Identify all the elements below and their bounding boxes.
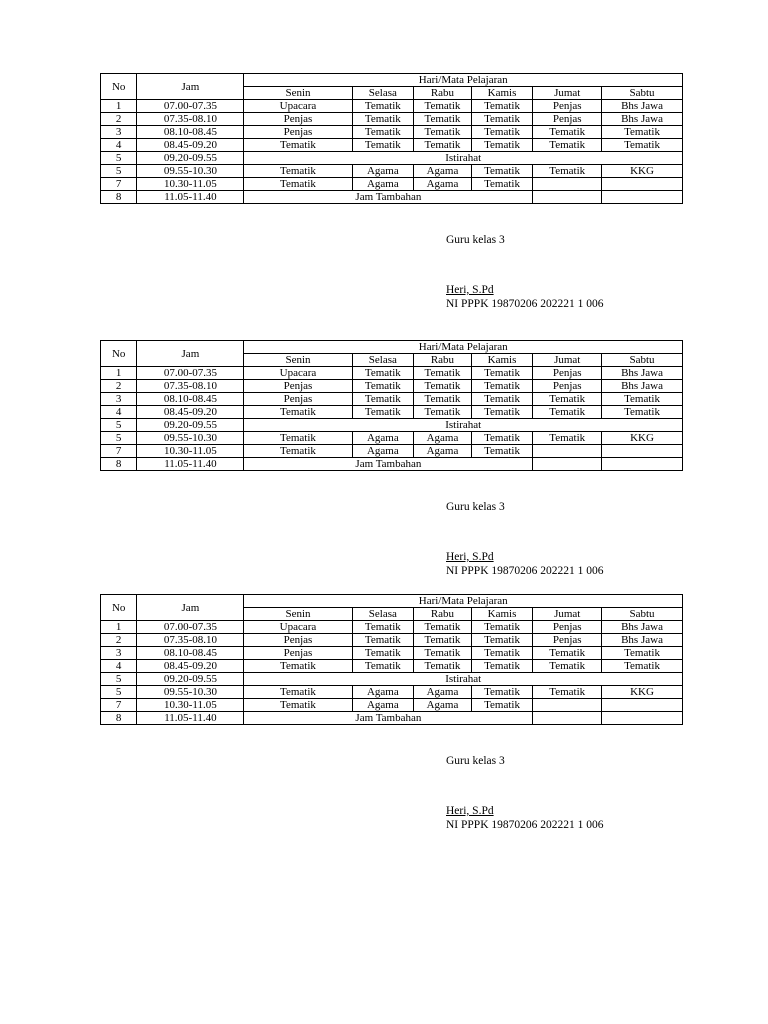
subject-cell: Tematik: [244, 139, 352, 152]
row-number: 7: [101, 445, 137, 458]
time-slot: 08.45-09.20: [137, 406, 244, 419]
subject-cell: Tematik: [471, 432, 533, 445]
col-jam-header: Jam: [137, 341, 244, 367]
time-slot: 09.55-10.30: [137, 165, 244, 178]
subject-cell: Tematik: [471, 393, 533, 406]
teacher-name: Heri, S.Pd: [446, 805, 494, 817]
subject-cell: Agama: [414, 178, 472, 191]
time-slot: 07.35-08.10: [137, 113, 244, 126]
row-number: 8: [101, 712, 137, 725]
extra-hour-cell: Jam Tambahan: [244, 191, 533, 204]
day-header: Rabu: [414, 354, 472, 367]
extra-hour-cell: Jam Tambahan: [244, 712, 533, 725]
subject-cell: Tematik: [471, 139, 533, 152]
subject-cell: Upacara: [244, 100, 352, 113]
row-number: 3: [101, 126, 137, 139]
time-slot: 10.30-11.05: [137, 699, 244, 712]
subject-cell: Penjas: [244, 380, 352, 393]
table-row: [101, 139, 683, 152]
subject-cell: Tematik: [352, 406, 414, 419]
time-slot: 07.00-07.35: [137, 100, 244, 113]
subject-cell: Penjas: [533, 621, 602, 634]
col-no-header: No: [101, 595, 137, 621]
subject-cell: Tematik: [244, 165, 352, 178]
subject-cell: Tematik: [471, 634, 533, 647]
subject-cell: Tematik: [414, 647, 472, 660]
subject-cell: Tematik: [244, 699, 352, 712]
subject-cell: Penjas: [244, 126, 352, 139]
extra-hour-cell: Jam Tambahan: [244, 458, 533, 471]
subject-cell: Agama: [414, 686, 472, 699]
day-header: Kamis: [471, 87, 533, 100]
time-slot: 08.10-08.45: [137, 126, 244, 139]
subject-cell: Tematik: [244, 445, 352, 458]
subject-cell: Agama: [414, 165, 472, 178]
subject-cell: Penjas: [533, 367, 602, 380]
row-number: 3: [101, 393, 137, 406]
subject-cell: Tematik: [602, 647, 683, 660]
time-slot: 11.05-11.40: [137, 458, 244, 471]
subject-cell: Tematik: [352, 393, 414, 406]
day-header: Sabtu: [602, 87, 683, 100]
subject-cell: [602, 699, 683, 712]
time-slot: 09.20-09.55: [137, 419, 244, 432]
teacher-nip: NI PPPK 19870206 202221 1 006: [446, 298, 604, 310]
subject-cell: Tematik: [471, 621, 533, 634]
teacher-nip: NI PPPK 19870206 202221 1 006: [446, 565, 604, 577]
subject-cell: Tematik: [414, 367, 472, 380]
subject-cell: Tematik: [471, 380, 533, 393]
subject-cell: Tematik: [471, 660, 533, 673]
subject-cell: Tematik: [471, 100, 533, 113]
table-row: [101, 178, 683, 191]
subject-cell: Penjas: [533, 634, 602, 647]
row-number: 7: [101, 178, 137, 191]
subject-cell: Agama: [352, 165, 414, 178]
subject-cell: Bhs Jawa: [602, 380, 683, 393]
row-number: 2: [101, 380, 137, 393]
day-header: Senin: [244, 87, 352, 100]
time-slot: 09.55-10.30: [137, 432, 244, 445]
day-header: Rabu: [414, 87, 472, 100]
subject-cell: Tematik: [471, 647, 533, 660]
subject-cell: [602, 178, 683, 191]
subject-cell: Tematik: [471, 126, 533, 139]
subject-cell: Bhs Jawa: [602, 621, 683, 634]
subject-cell: Agama: [414, 432, 472, 445]
table-row: [101, 621, 683, 634]
table-row: [101, 100, 683, 113]
subject-cell: Tematik: [602, 660, 683, 673]
subject-cell: Tematik: [352, 380, 414, 393]
subject-cell: Bhs Jawa: [602, 634, 683, 647]
subject-cell: Bhs Jawa: [602, 113, 683, 126]
day-header: Senin: [244, 608, 352, 621]
subject-cell: Tematik: [471, 445, 533, 458]
row-number: 5: [101, 152, 137, 165]
subject-cell: Bhs Jawa: [602, 367, 683, 380]
break-cell: Istirahat: [244, 152, 683, 165]
teacher-nip: NI PPPK 19870206 202221 1 006: [446, 819, 604, 831]
table-row: [101, 712, 683, 725]
day-header: Kamis: [471, 608, 533, 621]
row-number: 1: [101, 621, 137, 634]
subject-cell: Tematik: [471, 686, 533, 699]
subject-cell: Penjas: [244, 113, 352, 126]
row-number: 5: [101, 165, 137, 178]
subject-cell: Penjas: [244, 647, 352, 660]
subject-cell: Tematik: [352, 634, 414, 647]
subject-cell: Tematik: [533, 165, 602, 178]
subject-cell: Tematik: [602, 139, 683, 152]
subject-cell: Tematik: [471, 367, 533, 380]
subject-cell: Agama: [352, 432, 414, 445]
table-row: [101, 367, 683, 380]
day-header: Selasa: [352, 608, 414, 621]
subject-cell: Tematik: [244, 660, 352, 673]
row-number: 5: [101, 686, 137, 699]
table-row: [101, 152, 683, 165]
subject-cell: Tematik: [533, 686, 602, 699]
subject-cell: Tematik: [414, 113, 472, 126]
subject-cell: [533, 712, 602, 725]
subject-cell: [533, 458, 602, 471]
days-header: Hari/Mata Pelajaran: [244, 341, 683, 354]
subject-cell: Tematik: [414, 100, 472, 113]
subject-cell: [533, 191, 602, 204]
table-row: [101, 191, 683, 204]
time-slot: 07.00-07.35: [137, 367, 244, 380]
col-no-header: No: [101, 341, 137, 367]
subject-cell: Tematik: [533, 406, 602, 419]
subject-cell: Tematik: [533, 126, 602, 139]
days-header: Hari/Mata Pelajaran: [244, 74, 683, 87]
day-header: Sabtu: [602, 354, 683, 367]
subject-cell: Tematik: [352, 647, 414, 660]
day-header: Rabu: [414, 608, 472, 621]
row-number: 2: [101, 113, 137, 126]
subject-cell: Tematik: [602, 126, 683, 139]
subject-cell: Agama: [352, 699, 414, 712]
subject-cell: Tematik: [352, 113, 414, 126]
time-slot: 11.05-11.40: [137, 191, 244, 204]
break-cell: Istirahat: [244, 419, 683, 432]
schedule-table: [100, 340, 683, 471]
time-slot: 10.30-11.05: [137, 178, 244, 191]
day-header: Selasa: [352, 354, 414, 367]
table-row: [101, 113, 683, 126]
row-number: 7: [101, 699, 137, 712]
subject-cell: Tematik: [352, 100, 414, 113]
days-header: Hari/Mata Pelajaran: [244, 595, 683, 608]
row-number: 8: [101, 191, 137, 204]
row-number: 4: [101, 406, 137, 419]
subject-cell: Upacara: [244, 621, 352, 634]
row-number: 5: [101, 432, 137, 445]
subject-cell: Tematik: [471, 406, 533, 419]
time-slot: 10.30-11.05: [137, 445, 244, 458]
time-slot: 09.20-09.55: [137, 152, 244, 165]
break-cell: Istirahat: [244, 673, 683, 686]
subject-cell: Penjas: [244, 393, 352, 406]
col-no-header: No: [101, 74, 137, 100]
subject-cell: KKG: [602, 165, 683, 178]
subject-cell: Tematik: [414, 393, 472, 406]
subject-cell: Tematik: [352, 126, 414, 139]
subject-cell: Tematik: [602, 393, 683, 406]
col-jam-header: Jam: [137, 74, 244, 100]
teacher-role: Guru kelas 3: [446, 501, 505, 513]
table-row: [101, 458, 683, 471]
time-slot: 07.35-08.10: [137, 380, 244, 393]
teacher-name: Heri, S.Pd: [446, 284, 494, 296]
time-slot: 09.55-10.30: [137, 686, 244, 699]
day-header: Sabtu: [602, 608, 683, 621]
subject-cell: Tematik: [471, 165, 533, 178]
schedule-table: [100, 73, 683, 204]
day-header: Jumat: [533, 608, 602, 621]
subject-cell: Tematik: [414, 380, 472, 393]
header-row: [101, 341, 683, 354]
subject-cell: [602, 445, 683, 458]
table-row: [101, 419, 683, 432]
subject-cell: [533, 699, 602, 712]
schedule-table: [100, 594, 683, 725]
row-number: 4: [101, 139, 137, 152]
subject-cell: Tematik: [244, 686, 352, 699]
subject-cell: Agama: [352, 178, 414, 191]
subject-cell: Tematik: [471, 699, 533, 712]
subject-cell: Tematik: [352, 621, 414, 634]
subject-cell: Agama: [414, 445, 472, 458]
subject-cell: Tematik: [602, 406, 683, 419]
subject-cell: Tematik: [352, 660, 414, 673]
teacher-name: Heri, S.Pd: [446, 551, 494, 563]
subject-cell: Agama: [414, 699, 472, 712]
table-row: [101, 165, 683, 178]
header-row: [101, 595, 683, 608]
subject-cell: Tematik: [352, 367, 414, 380]
time-slot: 08.10-08.45: [137, 393, 244, 406]
subject-cell: Tematik: [244, 178, 352, 191]
subject-cell: [533, 445, 602, 458]
row-number: 1: [101, 100, 137, 113]
subject-cell: [602, 191, 683, 204]
time-slot: 08.45-09.20: [137, 660, 244, 673]
table-row: [101, 126, 683, 139]
table-row: [101, 445, 683, 458]
subject-cell: Tematik: [471, 113, 533, 126]
table-row: [101, 699, 683, 712]
subject-cell: Tematik: [414, 621, 472, 634]
row-number: 5: [101, 419, 137, 432]
day-header: Senin: [244, 354, 352, 367]
subject-cell: Agama: [352, 445, 414, 458]
subject-cell: Tematik: [533, 139, 602, 152]
subject-cell: Tematik: [414, 406, 472, 419]
time-slot: 09.20-09.55: [137, 673, 244, 686]
subject-cell: Tematik: [414, 660, 472, 673]
time-slot: 07.35-08.10: [137, 634, 244, 647]
subject-cell: Penjas: [244, 634, 352, 647]
table-row: [101, 647, 683, 660]
subject-cell: Tematik: [414, 634, 472, 647]
table-row: [101, 660, 683, 673]
subject-cell: Tematik: [414, 126, 472, 139]
table-row: [101, 380, 683, 393]
row-number: 2: [101, 634, 137, 647]
day-header: Selasa: [352, 87, 414, 100]
col-jam-header: Jam: [137, 595, 244, 621]
time-slot: 08.45-09.20: [137, 139, 244, 152]
subject-cell: Penjas: [533, 113, 602, 126]
subject-cell: KKG: [602, 686, 683, 699]
subject-cell: Penjas: [533, 100, 602, 113]
subject-cell: [602, 712, 683, 725]
subject-cell: [533, 178, 602, 191]
subject-cell: Upacara: [244, 367, 352, 380]
table-row: [101, 686, 683, 699]
subject-cell: Agama: [352, 686, 414, 699]
day-header: Jumat: [533, 354, 602, 367]
subject-cell: Tematik: [533, 647, 602, 660]
table-row: [101, 673, 683, 686]
subject-cell: [602, 458, 683, 471]
subject-cell: KKG: [602, 432, 683, 445]
table-row: [101, 393, 683, 406]
subject-cell: Tematik: [244, 432, 352, 445]
subject-cell: Penjas: [533, 380, 602, 393]
table-row: [101, 406, 683, 419]
subject-cell: Tematik: [471, 178, 533, 191]
day-header: Jumat: [533, 87, 602, 100]
teacher-role: Guru kelas 3: [446, 755, 505, 767]
row-number: 3: [101, 647, 137, 660]
teacher-role: Guru kelas 3: [446, 234, 505, 246]
subject-cell: Bhs Jawa: [602, 100, 683, 113]
time-slot: 08.10-08.45: [137, 647, 244, 660]
time-slot: 07.00-07.35: [137, 621, 244, 634]
row-number: 4: [101, 660, 137, 673]
subject-cell: Tematik: [414, 139, 472, 152]
row-number: 1: [101, 367, 137, 380]
day-header: Kamis: [471, 354, 533, 367]
header-row: [101, 74, 683, 87]
time-slot: 11.05-11.40: [137, 712, 244, 725]
table-row: [101, 432, 683, 445]
subject-cell: Tematik: [352, 139, 414, 152]
subject-cell: Tematik: [533, 660, 602, 673]
row-number: 8: [101, 458, 137, 471]
row-number: 5: [101, 673, 137, 686]
subject-cell: Tematik: [533, 393, 602, 406]
subject-cell: Tematik: [533, 432, 602, 445]
table-row: [101, 634, 683, 647]
subject-cell: Tematik: [244, 406, 352, 419]
